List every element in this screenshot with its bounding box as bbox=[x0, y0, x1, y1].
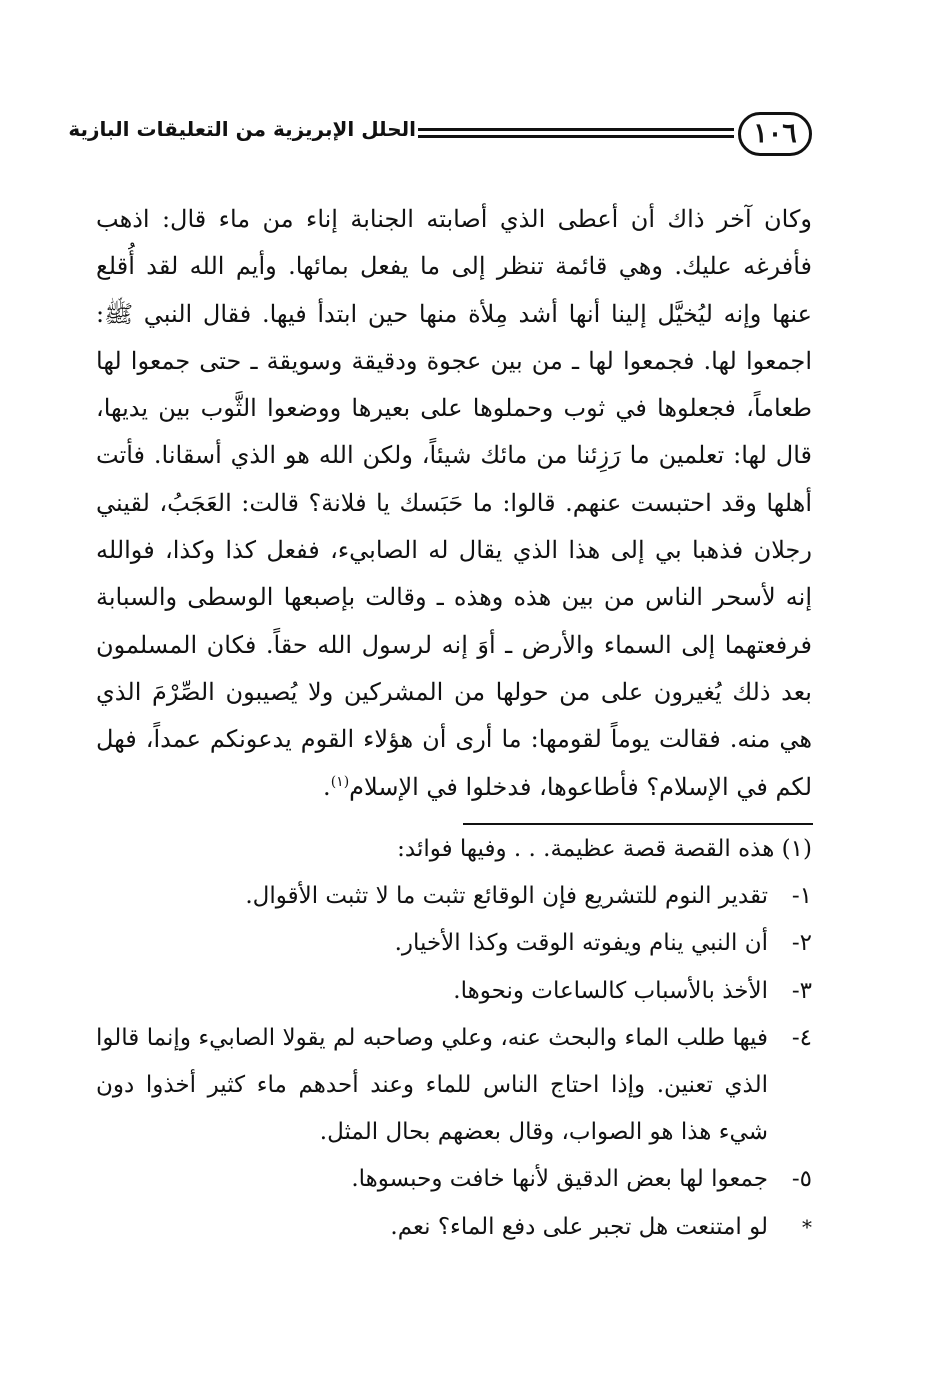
footnote-item-number: ٤- bbox=[791, 1024, 812, 1051]
final-dot: . bbox=[323, 772, 331, 801]
footnote-item-text: فيها طلب الماء والبحث عنه، وعلي وصاحبه لم يقولا الصابيء وإنما قالوا الذي تعنين. وإذا احتاج الناس للماء وعند أحدهم ماء كثير أخذوا دون شيء هذا هو الصواب، وقال بعضهم بحال المثل. bbox=[96, 1024, 768, 1146]
footnote-item bbox=[96, 1015, 812, 1157]
footnote-intro: (١) هذه القصة قصة عظيمة. . . وفيها فوائد: bbox=[397, 836, 812, 862]
footnote-marker: (١) bbox=[330, 773, 350, 790]
footnote-item bbox=[96, 968, 812, 1015]
page-header bbox=[68, 112, 812, 164]
book-title: الحلل الإبريزية من التعليقات البازية bbox=[68, 117, 416, 141]
header-double-rule bbox=[418, 128, 734, 138]
page-number: ١٠٦ bbox=[738, 112, 812, 156]
footnote-item bbox=[96, 1156, 812, 1203]
footnote-item-text: الأخذ بالأسباب كالساعات ونحوها. bbox=[453, 977, 768, 1004]
footnote-item-text: تقدير النوم للتشريع فإن الوقائع تثبت ما لا تثبت الأقوال. bbox=[245, 883, 768, 910]
footnote-item-number: ١- bbox=[791, 883, 812, 910]
footnote-item-number: ٣- bbox=[791, 977, 812, 1004]
main-text bbox=[96, 196, 812, 811]
footnote-question-text: لو امتنعت هل تجبر على دفع الماء؟ نعم. bbox=[390, 1213, 768, 1240]
main-paragraph-text: وكان آخر ذاك أن أعطى الذي أصابته الجنابة إناء من ماء قال: اذهب فأفرغه عليك. وهي قائمة تنظر إلى ما يفعل بمائها. وأيم الله لقد أُقلع عنها وإنه ليُخيَّل إلينا أنها أشد مِلأة منها حين ابتدأ فيها. فقال النبي ﷺ: اجمعوا لها. فجمعوا لها ـ من بين عجوة ودقيقة وسويقة ـ حتى جمعوا لها طعاماً، فجعلوها في ثوب وحملوها على بعيرها ووضعوا الثَّوب بين يديها، قال لها: تعلمين ما رَزِئنا من مائك شيئاً، ولكن الله هو الذي أسقانا. فأتت أهلها وقد احتبست عنهم. قالوا: ما حَبَسك يا فلانة؟ قالت: العَجَبُ، لقيني رجلان فذهبا بي إلى هذا الذي يقال له الصابيء، ففعل كذا وكذا، فوالله إنه لأسحر الناس من بين هذه وهذه ـ وقالت بإصبعها الوسطى والسبابة فرفعتهما إلى السماء والأرض ـ أوَ إنه لرسول الله حقاً. فكان المسلمون بعد ذلك يُغيرون على من حولها من المشركين ولا يُصيبون الصِّرْمَ الذي هي منه. فقالت يوماً لقومها: ما أرى أن هؤلاء القوم يدعونكم عمداً، فهل لكم في الإسلام؟ فأطاعوها، فدخلوا في الإسلام bbox=[96, 205, 813, 801]
main-paragraph bbox=[96, 196, 812, 811]
footnote-question bbox=[96, 1204, 812, 1251]
footnote-item bbox=[96, 920, 812, 967]
footnote-item-number: ٥- bbox=[791, 1166, 812, 1193]
footnote-separator bbox=[463, 823, 813, 825]
footnote-item-text: جمعوا لها بعض الدقيق لأنها خافت وحبسوها. bbox=[351, 1166, 768, 1193]
footnotes bbox=[96, 826, 812, 1251]
footnote-item-text: أن النبي ينام ويفوته الوقت وكذا الأخيار. bbox=[394, 930, 768, 957]
star-icon: * bbox=[802, 1214, 812, 1239]
footnote-item-number: ٢- bbox=[791, 930, 812, 957]
footnote-item bbox=[96, 873, 812, 920]
